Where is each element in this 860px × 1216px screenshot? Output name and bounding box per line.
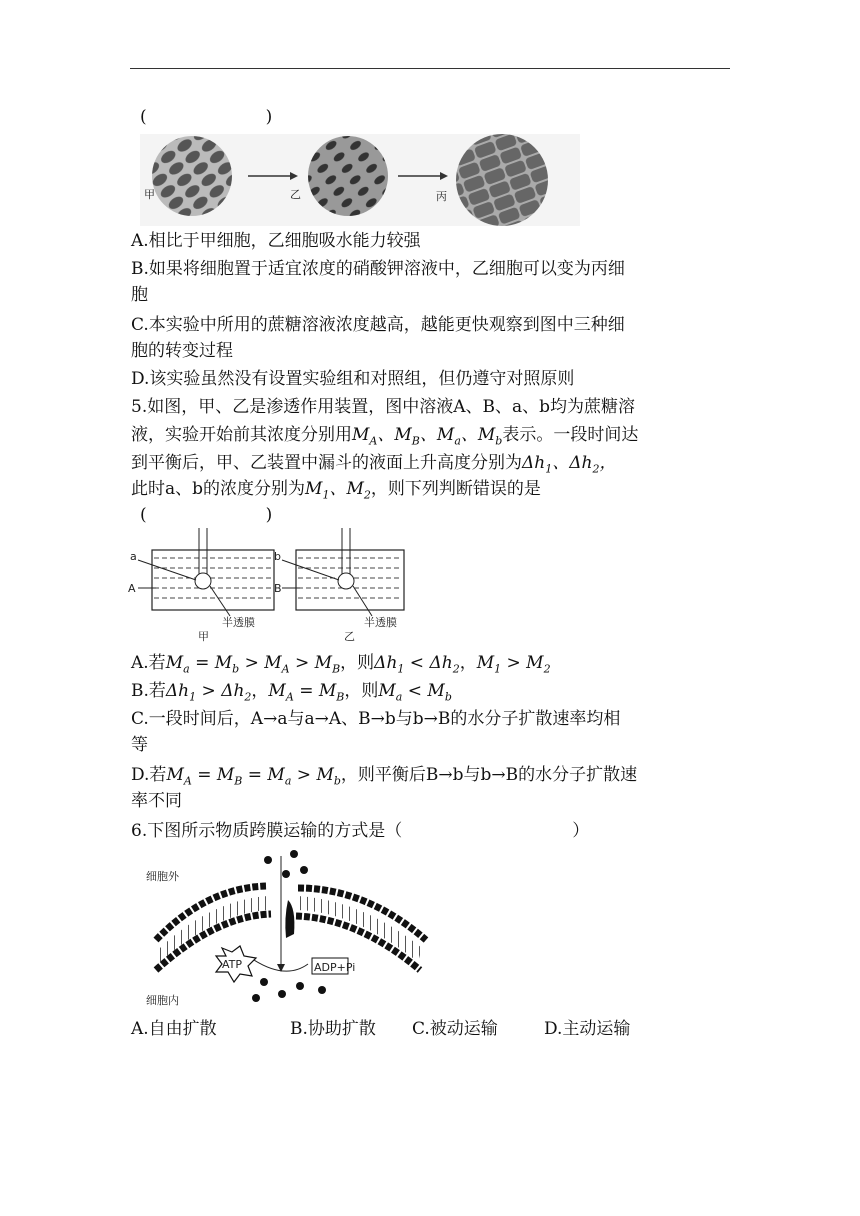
q4-option-d: D.该实验虽然没有设置实验组和对照组，但仍遵守对照原则: [131, 369, 575, 389]
label-b: b: [274, 550, 281, 563]
q5-osmosis-figure: [126, 528, 416, 642]
label-outside: 细胞外: [146, 870, 179, 883]
label-atp: ATP: [222, 958, 243, 971]
q5-option-d-cont: 率不同: [131, 791, 182, 811]
label-inside: 细胞内: [146, 994, 179, 1007]
header-rule: [130, 68, 730, 69]
label-jia-apparatus: 甲: [198, 630, 209, 642]
q5-stem-4: 此时a、b的浓度分别为$M_1$、$M_2$，则下列判断错误的是: [131, 479, 541, 502]
q4-answer-paren: ( ): [140, 107, 273, 127]
q4-option-b-cont: 胞: [131, 285, 148, 305]
q4-cell-figure: [140, 134, 580, 226]
q6-option-a: A.自由扩散: [131, 1019, 217, 1039]
q4-option-a: A.相比于甲细胞，乙细胞吸水能力较强: [131, 231, 421, 251]
label-membrane-2: 半透膜: [364, 616, 397, 629]
label-jia: 甲: [144, 188, 155, 201]
q4-option-b: B.如果将细胞置于适宜浓度的硝酸钾溶液中，乙细胞可以变为丙细: [131, 259, 625, 279]
q5-option-a: A.若$M_a = M_b > M_A > M_B$，则$\Delta h_1 < \Delta h_2$，$M_1 > M_2$: [131, 653, 551, 676]
label-membrane-1: 半透膜: [222, 616, 255, 629]
q5-option-d: D.若$M_A = M_B = M_a > M_b$，则平衡后B→b与b→B的水分子扩散速: [131, 765, 638, 788]
label-adp: ADP+Pi: [314, 961, 356, 974]
q6-option-c: C.被动运输: [412, 1019, 498, 1039]
label-B: B: [274, 582, 282, 595]
q5-option-c-cont: 等: [131, 735, 148, 755]
label-bing: 丙: [436, 190, 447, 203]
q5-option-b: B.若$\Delta h_1 > \Delta h_2$，$M_A = M_B$，则$M_a < M_b$: [131, 681, 452, 704]
q4-option-c: C.本实验中所用的蔗糖溶液浓度越高，越能更快观察到图中三种细: [131, 315, 625, 335]
cell-jia: [152, 136, 232, 216]
q6-option-d: D.主动运输: [544, 1019, 631, 1039]
q6-stem: 6.下图所示物质跨膜运输的方式是（ ）: [131, 821, 590, 841]
cell-yi: [308, 136, 388, 216]
label-yi-apparatus: 乙: [344, 630, 355, 642]
q6-membrane-figure: [136, 848, 436, 1012]
q5-stem-2: 液，实验开始前其浓度分别用$M_A$、$M_B$、$M_a$、$M_b$表示。一段时间达: [131, 425, 639, 448]
q5-stem-1: 5.如图，甲、乙是渗透作用装置，图中溶液A、B、a、b均为蔗糖溶: [131, 397, 636, 417]
q5-option-c: C.一段时间后，A→a与a→A、B→b与b→B的水分子扩散速率均相: [131, 709, 621, 729]
q6-option-b: B.协助扩散: [290, 1019, 376, 1039]
label-yi: 乙: [290, 188, 301, 201]
cell-bing: [456, 134, 548, 226]
q4-option-c-cont: 胞的转变过程: [131, 341, 233, 361]
q5-answer-paren: ( ): [140, 505, 273, 525]
label-A: A: [128, 582, 136, 595]
label-a: a: [130, 550, 137, 563]
q5-stem-3: 到平衡后，甲、乙装置中漏斗的液面上升高度分别为$\Delta h_1$、$\Delta h_2$，: [131, 453, 617, 476]
